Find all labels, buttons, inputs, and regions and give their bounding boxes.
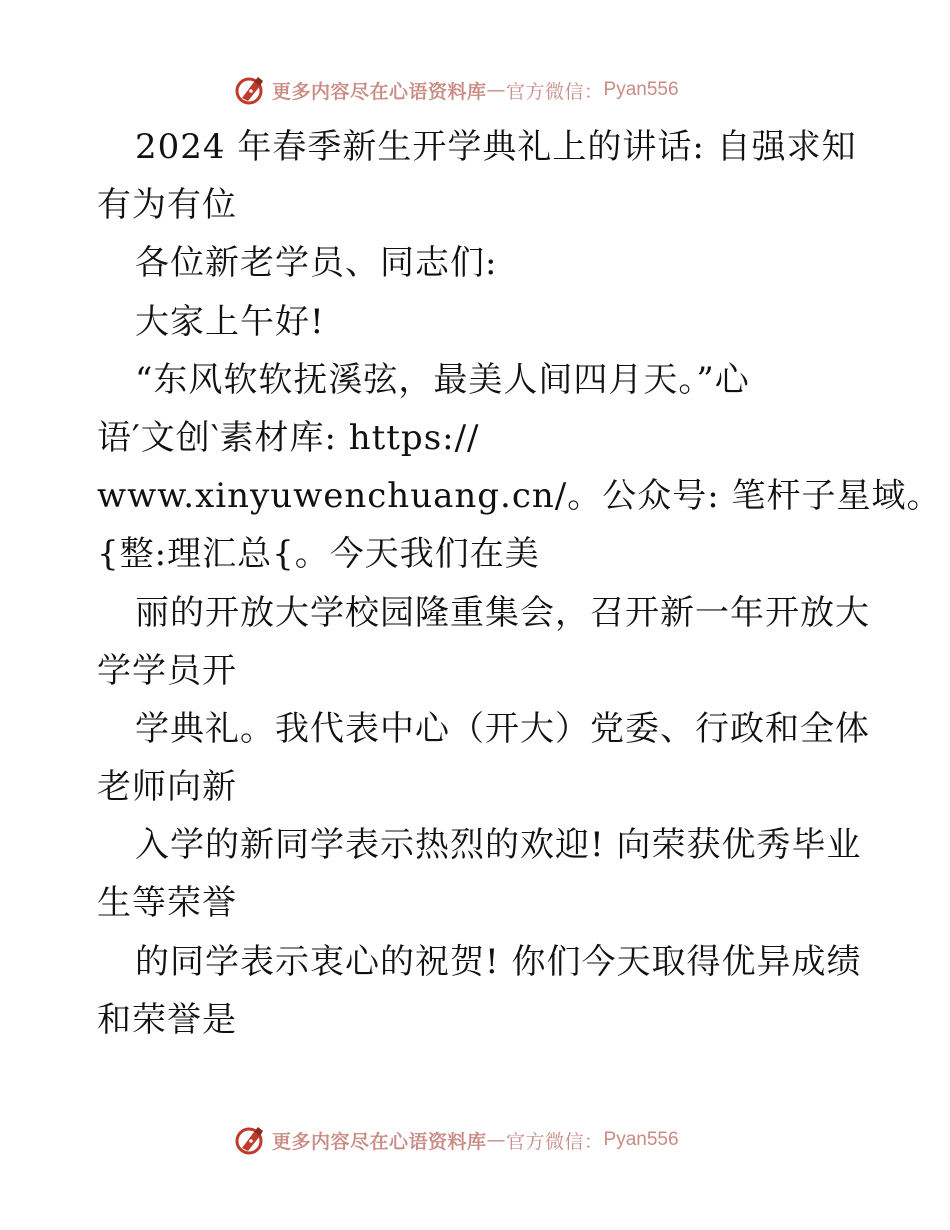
- paragraph-line: “东风软软抚溪弦，最美人间四月天。”心: [135, 359, 750, 400]
- banner-wechat-id: Pyan556: [603, 1129, 679, 1150]
- banner-dash: —: [486, 1129, 507, 1151]
- footer-watermark-banner: [234, 1122, 679, 1158]
- greeting: 大家上午好!: [135, 301, 325, 342]
- salutation: 各位新老学员、同志们:: [135, 243, 498, 284]
- banner-wechat-id: Pyan556: [603, 79, 679, 100]
- paragraph-line: 生等荣誉: [97, 883, 237, 924]
- document-body: [97, 118, 942, 1049]
- paragraph-line: {整:理汇总{。今天我们在美: [97, 534, 540, 575]
- paragraph-line: 学典礼。我代表中心（开大）党委、行政和全体: [135, 708, 870, 749]
- title-line-1: 2024 年春季新生开学典礼上的讲话: 自强求知: [135, 127, 857, 167]
- pen-nib-logo-icon: [234, 74, 266, 106]
- banner-main-text: 更多内容尽在心语资料库: [272, 1130, 487, 1153]
- paragraph-line: 丽的开放大学校园隆重集会，召开新一年开放大: [135, 592, 870, 633]
- paragraph-line: 语′文创‵素材库: https://: [97, 417, 480, 458]
- paragraph-line: 学学员开: [97, 650, 237, 691]
- header-watermark-banner: [234, 72, 679, 108]
- paragraph-line: 老师向新: [97, 767, 237, 808]
- paragraph-line: 入学的新同学表示热烈的欢迎! 向荣获优秀毕业: [135, 825, 862, 866]
- paragraph-line: 的同学表示衷心的祝贺! 你们今天取得优异成绩: [135, 941, 862, 982]
- banner-dash: —: [486, 79, 507, 101]
- pen-nib-logo-icon: [234, 1124, 266, 1156]
- title-line-2: 有为有位: [97, 185, 237, 226]
- banner-wechat-label: 官方微信：: [506, 80, 604, 103]
- paragraph-line: www.xinyuwenchuang.cn/。公众号: 笔杆子星域。: [97, 476, 942, 517]
- banner-main-text: 更多内容尽在心语资料库: [272, 80, 487, 103]
- paragraph-line: 和荣誉是: [97, 999, 237, 1040]
- banner-wechat-label: 官方微信：: [506, 1130, 604, 1153]
